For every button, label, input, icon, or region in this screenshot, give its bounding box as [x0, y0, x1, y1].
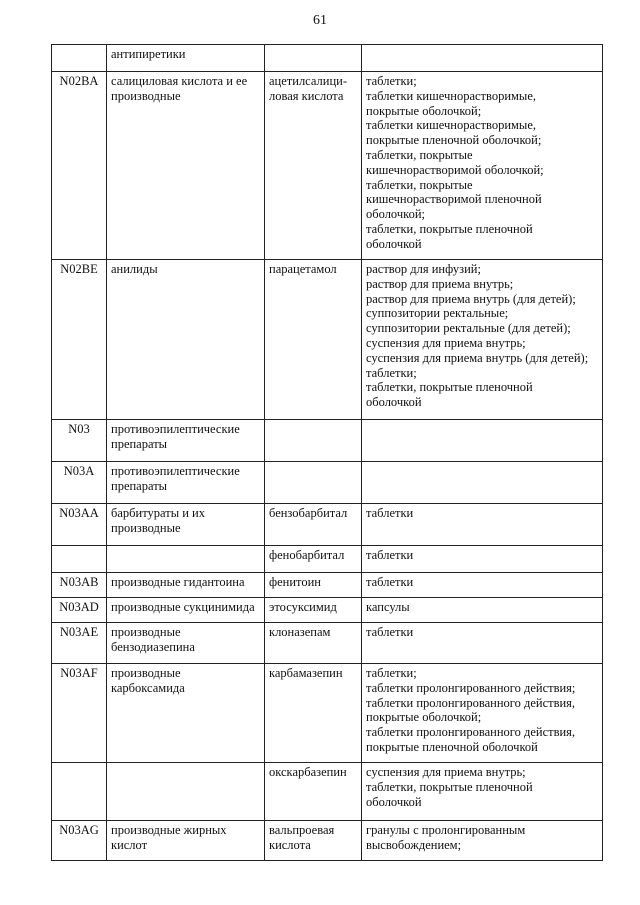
substance-line: фенитоин	[269, 575, 321, 589]
group-name-cell	[107, 598, 265, 623]
dosage-forms-line: суспензия для приема внутрь (для детей);	[366, 350, 589, 365]
dosage-forms-line: капсулы	[366, 600, 410, 614]
dosage-forms-line: таблетки	[366, 625, 414, 639]
dosage-forms-line: раствор для приема внутрь (для детей);	[366, 291, 576, 306]
group-name-line: противоэпилептические	[111, 422, 240, 436]
substance-line: карбамазепин	[269, 666, 343, 680]
group-name-cell	[107, 462, 265, 504]
dosage-forms-line: высвобождением;	[366, 837, 462, 852]
atc-code-cell	[52, 763, 107, 821]
table-body	[52, 45, 603, 861]
dosage-forms-line: гранулы с пролонгированным	[366, 823, 526, 837]
dosage-forms-cell	[362, 420, 603, 462]
substance-line: парацетамол	[269, 262, 337, 276]
dosage-forms-cell	[362, 664, 603, 763]
dosage-forms-cell	[362, 821, 603, 861]
dosage-forms-line: таблетки, покрытые	[366, 177, 473, 192]
table-row	[52, 504, 603, 546]
group-name-line: производные	[111, 520, 181, 535]
table-row	[52, 573, 603, 598]
dosage-forms-cell	[362, 598, 603, 623]
group-name-line: кислот	[111, 837, 148, 852]
dosage-forms-line: таблетки пролонгированного действия;	[366, 680, 576, 695]
group-name-line: производные жирных	[111, 823, 227, 837]
substance-cell	[265, 546, 362, 573]
substance-cell	[265, 260, 362, 420]
substance-line: кислота	[269, 837, 311, 852]
atc-code-cell: N03A	[52, 462, 107, 504]
dosage-forms-line: суппозитории ректальные;	[366, 306, 509, 321]
group-name-line: противоэпилептические	[111, 464, 240, 478]
substance-cell	[265, 821, 362, 861]
group-name-line: препараты	[111, 436, 168, 451]
dosage-forms-line: таблетки кишечнорастворимые,	[366, 88, 536, 103]
table-row	[52, 260, 603, 420]
group-name-cell	[107, 623, 265, 664]
table-row	[52, 546, 603, 573]
substance-line: бензобарбитал	[269, 506, 348, 520]
dosage-forms-line: суппозитории ректальные (для детей);	[366, 321, 571, 336]
group-name-cell	[107, 72, 265, 260]
table-row	[52, 664, 603, 763]
group-name-line: антипиретики	[111, 47, 186, 61]
atc-code-cell: N03AA	[52, 504, 107, 546]
dosage-forms-line: таблетки, покрытые пленочной	[366, 221, 533, 236]
dosage-forms-line: таблетки	[366, 548, 414, 562]
group-name-cell	[107, 546, 265, 573]
dosage-forms-cell	[362, 623, 603, 664]
group-name-line: карбоксамида	[111, 680, 185, 695]
atc-code-cell: N02BA	[52, 72, 107, 260]
substance-cell	[265, 598, 362, 623]
dosage-forms-line: покрытые пленочной оболочкой;	[366, 133, 542, 148]
substance-cell	[265, 623, 362, 664]
group-name-cell	[107, 573, 265, 598]
group-name-cell	[107, 420, 265, 462]
atc-code-cell: N02BE	[52, 260, 107, 420]
substance-cell	[265, 573, 362, 598]
page-number: 61	[313, 13, 327, 28]
dosage-forms-line: покрытые пленочной оболочкой	[366, 739, 538, 754]
group-name-line: барбитураты и их	[111, 506, 205, 520]
substance-line: ацетилсалици-	[269, 74, 348, 88]
group-name-cell	[107, 763, 265, 821]
dosage-forms-line: таблетки пролонгированного действия,	[366, 725, 576, 740]
dosage-forms-line: таблетки	[366, 506, 414, 520]
dosage-forms-line: суспензия для приема внутрь;	[366, 335, 526, 350]
substance-cell	[265, 462, 362, 504]
table-row	[52, 763, 603, 821]
dosage-forms-line: оболочкой	[366, 395, 422, 410]
dosage-forms-cell	[362, 546, 603, 573]
substance-cell	[265, 504, 362, 546]
dosage-forms-line: таблетки;	[366, 365, 417, 380]
atc-code-cell: N03AB	[52, 573, 107, 598]
group-name-line: салициловая кислота и ее	[111, 74, 248, 88]
group-name-cell	[107, 504, 265, 546]
atc-code-cell: N03AE	[52, 623, 107, 664]
table-row	[52, 598, 603, 623]
substance-line: ловая кислота	[269, 88, 344, 103]
group-name-cell	[107, 664, 265, 763]
dosage-forms-line: покрытые оболочкой;	[366, 710, 482, 725]
dosage-forms-cell	[362, 573, 603, 598]
table-row	[52, 821, 603, 861]
substance-line: клоназепам	[269, 625, 331, 639]
atc-code-cell	[52, 45, 107, 72]
group-name-line: бензодиазепина	[111, 639, 195, 654]
group-name-line: препараты	[111, 478, 168, 493]
dosage-forms-line: таблетки, покрытые	[366, 147, 473, 162]
atc-code-cell	[52, 546, 107, 573]
group-name-line: анилиды	[111, 262, 158, 276]
dosage-forms-cell	[362, 504, 603, 546]
dosage-forms-line: раствор для инфузий;	[366, 262, 481, 276]
substance-cell	[265, 420, 362, 462]
dosage-forms-line: кишечнорастворимой пленочной	[366, 192, 542, 207]
group-name-line: производные	[111, 88, 181, 103]
group-name-line: производные гидантоина	[111, 575, 245, 589]
dosage-forms-line: таблетки;	[366, 666, 417, 680]
group-name-line: производные	[111, 666, 181, 680]
drug-classification-table	[51, 44, 603, 861]
group-name-line: производные	[111, 625, 181, 639]
dosage-forms-cell	[362, 462, 603, 504]
group-name-cell	[107, 821, 265, 861]
dosage-forms-cell	[362, 72, 603, 260]
group-name-cell	[107, 260, 265, 420]
substance-line: окскарбазепин	[269, 765, 347, 779]
table-row	[52, 623, 603, 664]
substance-line: этосуксимид	[269, 600, 337, 614]
dosage-forms-line: оболочкой	[366, 794, 422, 809]
substance-cell	[265, 72, 362, 260]
dosage-forms-line: раствор для приема внутрь;	[366, 276, 514, 291]
substance-cell	[265, 45, 362, 72]
dosage-forms-cell	[362, 763, 603, 821]
table-row	[52, 45, 603, 72]
dosage-forms-line: оболочкой	[366, 236, 422, 251]
atc-code-cell: N03	[52, 420, 107, 462]
table-row	[52, 420, 603, 462]
dosage-forms-line: таблетки, покрытые пленочной	[366, 779, 533, 794]
group-name-cell	[107, 45, 265, 72]
dosage-forms-line: кишечнорастворимой оболочкой;	[366, 162, 544, 177]
atc-code-cell: N03AG	[52, 821, 107, 861]
substance-line: вальпроевая	[269, 823, 335, 837]
group-name-line: производные сукцинимида	[111, 600, 255, 614]
dosage-forms-line: таблетки;	[366, 74, 417, 88]
table-row	[52, 72, 603, 260]
dosage-forms-line: покрытые оболочкой;	[366, 103, 482, 118]
substance-cell	[265, 664, 362, 763]
table-row	[52, 462, 603, 504]
dosage-forms-line: суспензия для приема внутрь;	[366, 765, 526, 779]
dosage-forms-line: оболочкой;	[366, 207, 425, 222]
dosage-forms-line: таблетки пролонгированного действия,	[366, 695, 576, 710]
dosage-forms-cell	[362, 45, 603, 72]
substance-line: фенобарбитал	[269, 548, 345, 562]
dosage-forms-cell	[362, 260, 603, 420]
atc-code-cell: N03AD	[52, 598, 107, 623]
dosage-forms-line: таблетки, покрытые пленочной	[366, 380, 533, 395]
atc-code-cell: N03AF	[52, 664, 107, 763]
dosage-forms-line: таблетки	[366, 575, 414, 589]
substance-cell	[265, 763, 362, 821]
dosage-forms-line: таблетки кишечнорастворимые,	[366, 118, 536, 133]
